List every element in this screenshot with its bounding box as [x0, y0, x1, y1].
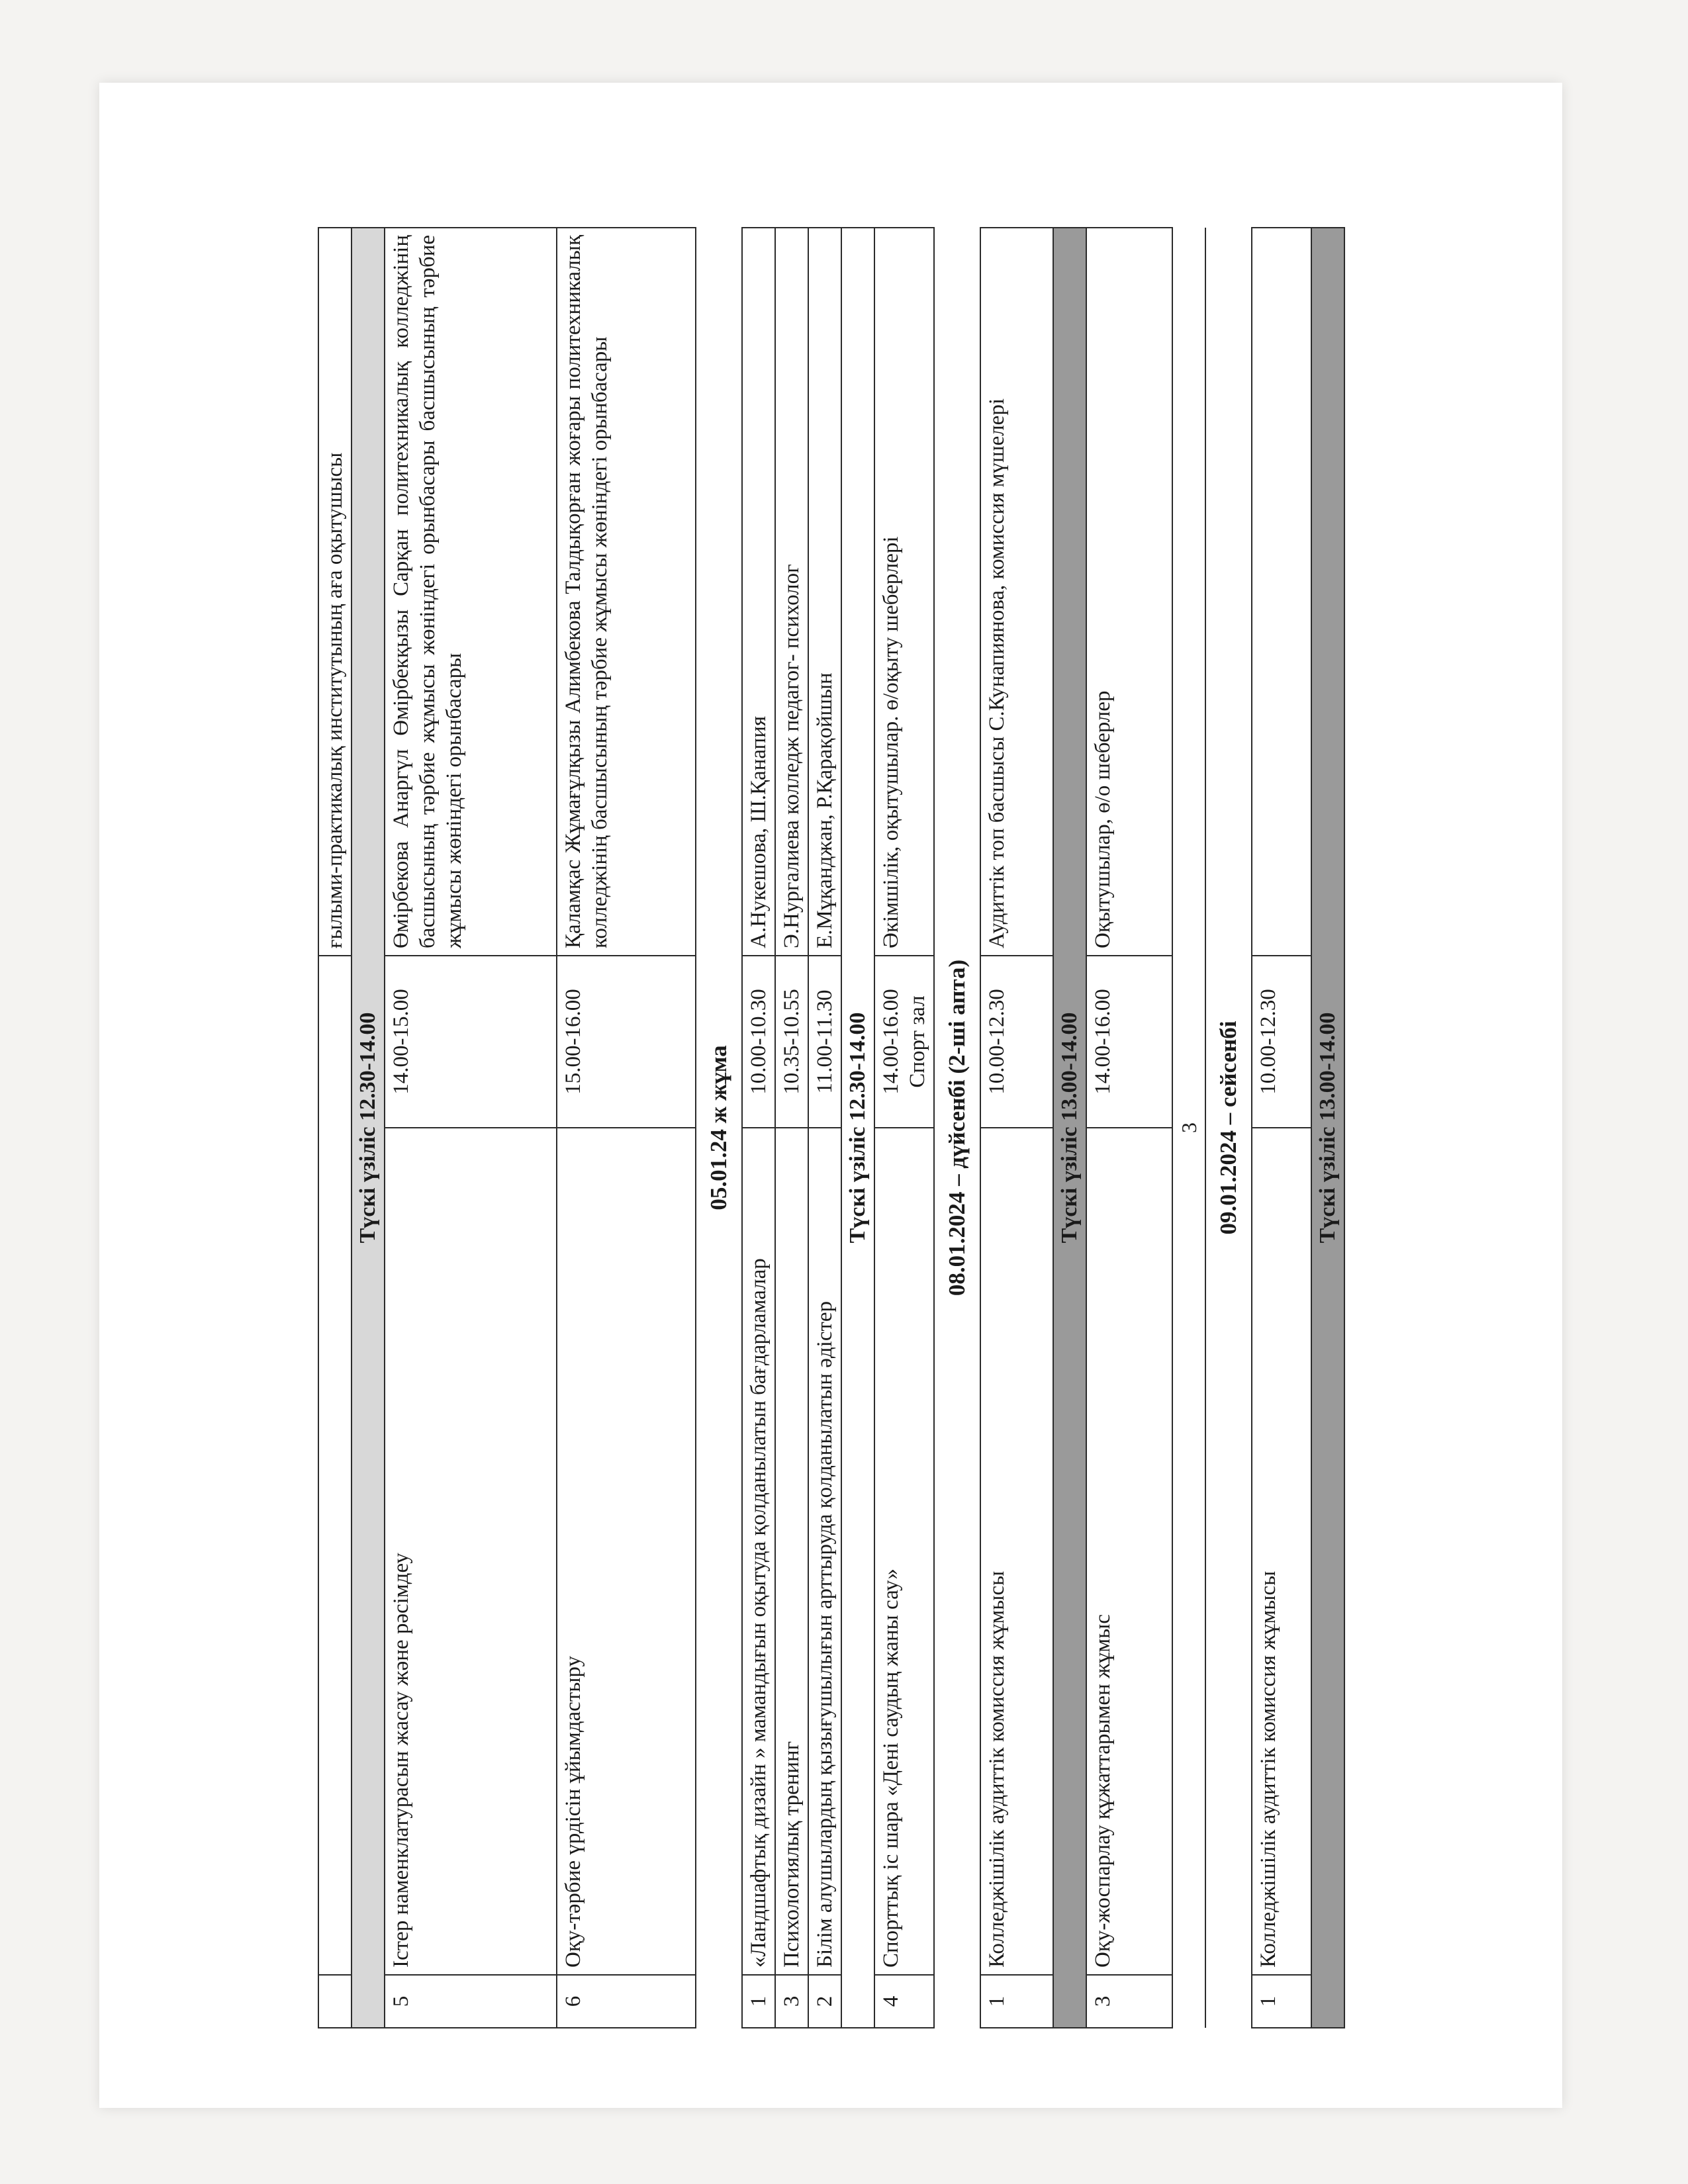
- responsible-cell: ғылыми-практикалық институтының аға оқытушысы: [318, 228, 352, 956]
- table-row: [1086, 228, 1172, 2028]
- responsible-cell: Оқытушылар, ө/о шеберлер: [1086, 228, 1172, 956]
- time-value: 14.00-16.00: [879, 989, 903, 1095]
- event-cell: Білім алушылардың қызығушылығын арттыруда қолданылатын әдістер: [808, 1128, 841, 1975]
- lunch-break-row: [1053, 228, 1086, 2028]
- row-number: 5: [385, 1975, 557, 2028]
- table-row: [1252, 228, 1311, 2028]
- event-cell: Колледжішілік аудиттік комиссия жұмысы: [1252, 1128, 1311, 1975]
- row-number: 6: [557, 1975, 696, 2028]
- table-row: [874, 228, 934, 2028]
- lunch-break-row: [352, 228, 385, 2028]
- event-cell: Оқу-тәрбие үрдісін ұйымдастыру: [557, 1128, 696, 1975]
- responsible-cell: Аудиттік топ басшысы С.Кунапиянова, комиссия мүшелері: [980, 228, 1053, 956]
- row-number: 1: [980, 1975, 1053, 2028]
- time-cell: 11.00-11.30: [808, 956, 841, 1128]
- event-cell: Колледжішілік аудиттік комиссия жұмысы: [980, 1128, 1053, 1975]
- responsible-cell: Қаламқас Жұмағұлқызы Алимбекова Талдықорған жоғары политехникалық колледжінің басшысының тәрбие жұмысы жөніндегі орынбасары: [557, 228, 696, 956]
- rotated-content: [318, 228, 1523, 2028]
- day-heading: 08.01.2024 – дүйсенбі (2-ші апта): [934, 228, 980, 2028]
- row-number: 2: [808, 1975, 841, 2028]
- document-page: [99, 83, 1562, 2108]
- event-cell: Спорттық іс шара «Дені саудың жаны сау»: [874, 1128, 934, 1975]
- time-cell: [874, 956, 934, 1128]
- lunch-break-row: [841, 228, 874, 2028]
- event-cell: Оқу-жоспарлау құжаттарымен жұмыс: [1086, 1128, 1172, 1975]
- event-cell: «Ландшафтық дизайн » мамандығын оқытуда қолданылатын бағдарламалар: [742, 1128, 775, 1975]
- row-number: 4: [874, 1975, 934, 2028]
- lunch-break-label: Түскі үзіліс 12.30-14.00: [352, 228, 385, 2028]
- responsible-cell: А.Нукешова, Ш.Қанапия: [742, 228, 775, 956]
- responsible-cell: Э.Нургалиева колледж педагог- психолог: [775, 228, 808, 956]
- table-row: [775, 228, 808, 2028]
- row-number: 3: [1086, 1975, 1172, 2028]
- row-number: [318, 1975, 352, 2028]
- time-cell: 10.00-12.30: [980, 956, 1053, 1128]
- event-cell: Психологиялық тренинг: [775, 1128, 808, 1975]
- table-row: [980, 228, 1053, 2028]
- responsible-cell: [1252, 228, 1311, 956]
- time-cell: 15.00-16.00: [557, 956, 696, 1128]
- lunch-break-label: Түскі үзіліс 12.30-14.00: [841, 228, 874, 2028]
- day-heading-row: [1205, 228, 1252, 2028]
- page-number: 3: [1172, 228, 1205, 2028]
- schedule-table: [318, 227, 1345, 2028]
- place-value: Спорт зал: [906, 995, 929, 1088]
- event-cell: Істер наменклатурасын жасау және рәсімдеу: [385, 1128, 557, 1975]
- table-row: [557, 228, 696, 2028]
- lunch-break-label: Түскі үзіліс 13.00-14.00: [1311, 228, 1344, 2028]
- table-row: [318, 228, 352, 2028]
- row-number: 3: [775, 1975, 808, 2028]
- time-cell: 14.00-15.00: [385, 956, 557, 1128]
- table-row: [808, 228, 841, 2028]
- table-row: [742, 228, 775, 2028]
- day-heading-row: [696, 228, 742, 2028]
- page-number-row: [1172, 228, 1205, 2028]
- day-heading-row: [934, 228, 980, 2028]
- day-heading: 09.01.2024 – сейсенбі: [1205, 228, 1252, 2028]
- responsible-cell: Е.Мұқанджан, Р.Қарақойшын: [808, 228, 841, 956]
- responsible-cell: Әкімшілік, оқытушылар. ө/оқыту шеберлері: [874, 228, 934, 956]
- lunch-break-label: Түскі үзіліс 13.00-14.00: [1053, 228, 1086, 2028]
- row-number: 1: [742, 1975, 775, 2028]
- time-cell: 10.00-12.30: [1252, 956, 1311, 1128]
- responsible-cell: Өмірбекова Анаргүл Өмірбекқызы Сарқан политехникалық колледжінің басшысының тәрбие жұмысы жөніндегі орынбасары басшысының тәрбие жұмысы жөніндегі орынбасары: [385, 228, 557, 956]
- lunch-break-row: [1311, 228, 1344, 2028]
- table-row: [385, 228, 557, 2028]
- day-heading: 05.01.24 ж жұма: [696, 228, 742, 2028]
- time-cell: 10.00-10.30: [742, 956, 775, 1128]
- row-number: 1: [1252, 1975, 1311, 2028]
- time-cell: 10.35-10.55: [775, 956, 808, 1128]
- time-cell: 14.00-16.00: [1086, 956, 1172, 1128]
